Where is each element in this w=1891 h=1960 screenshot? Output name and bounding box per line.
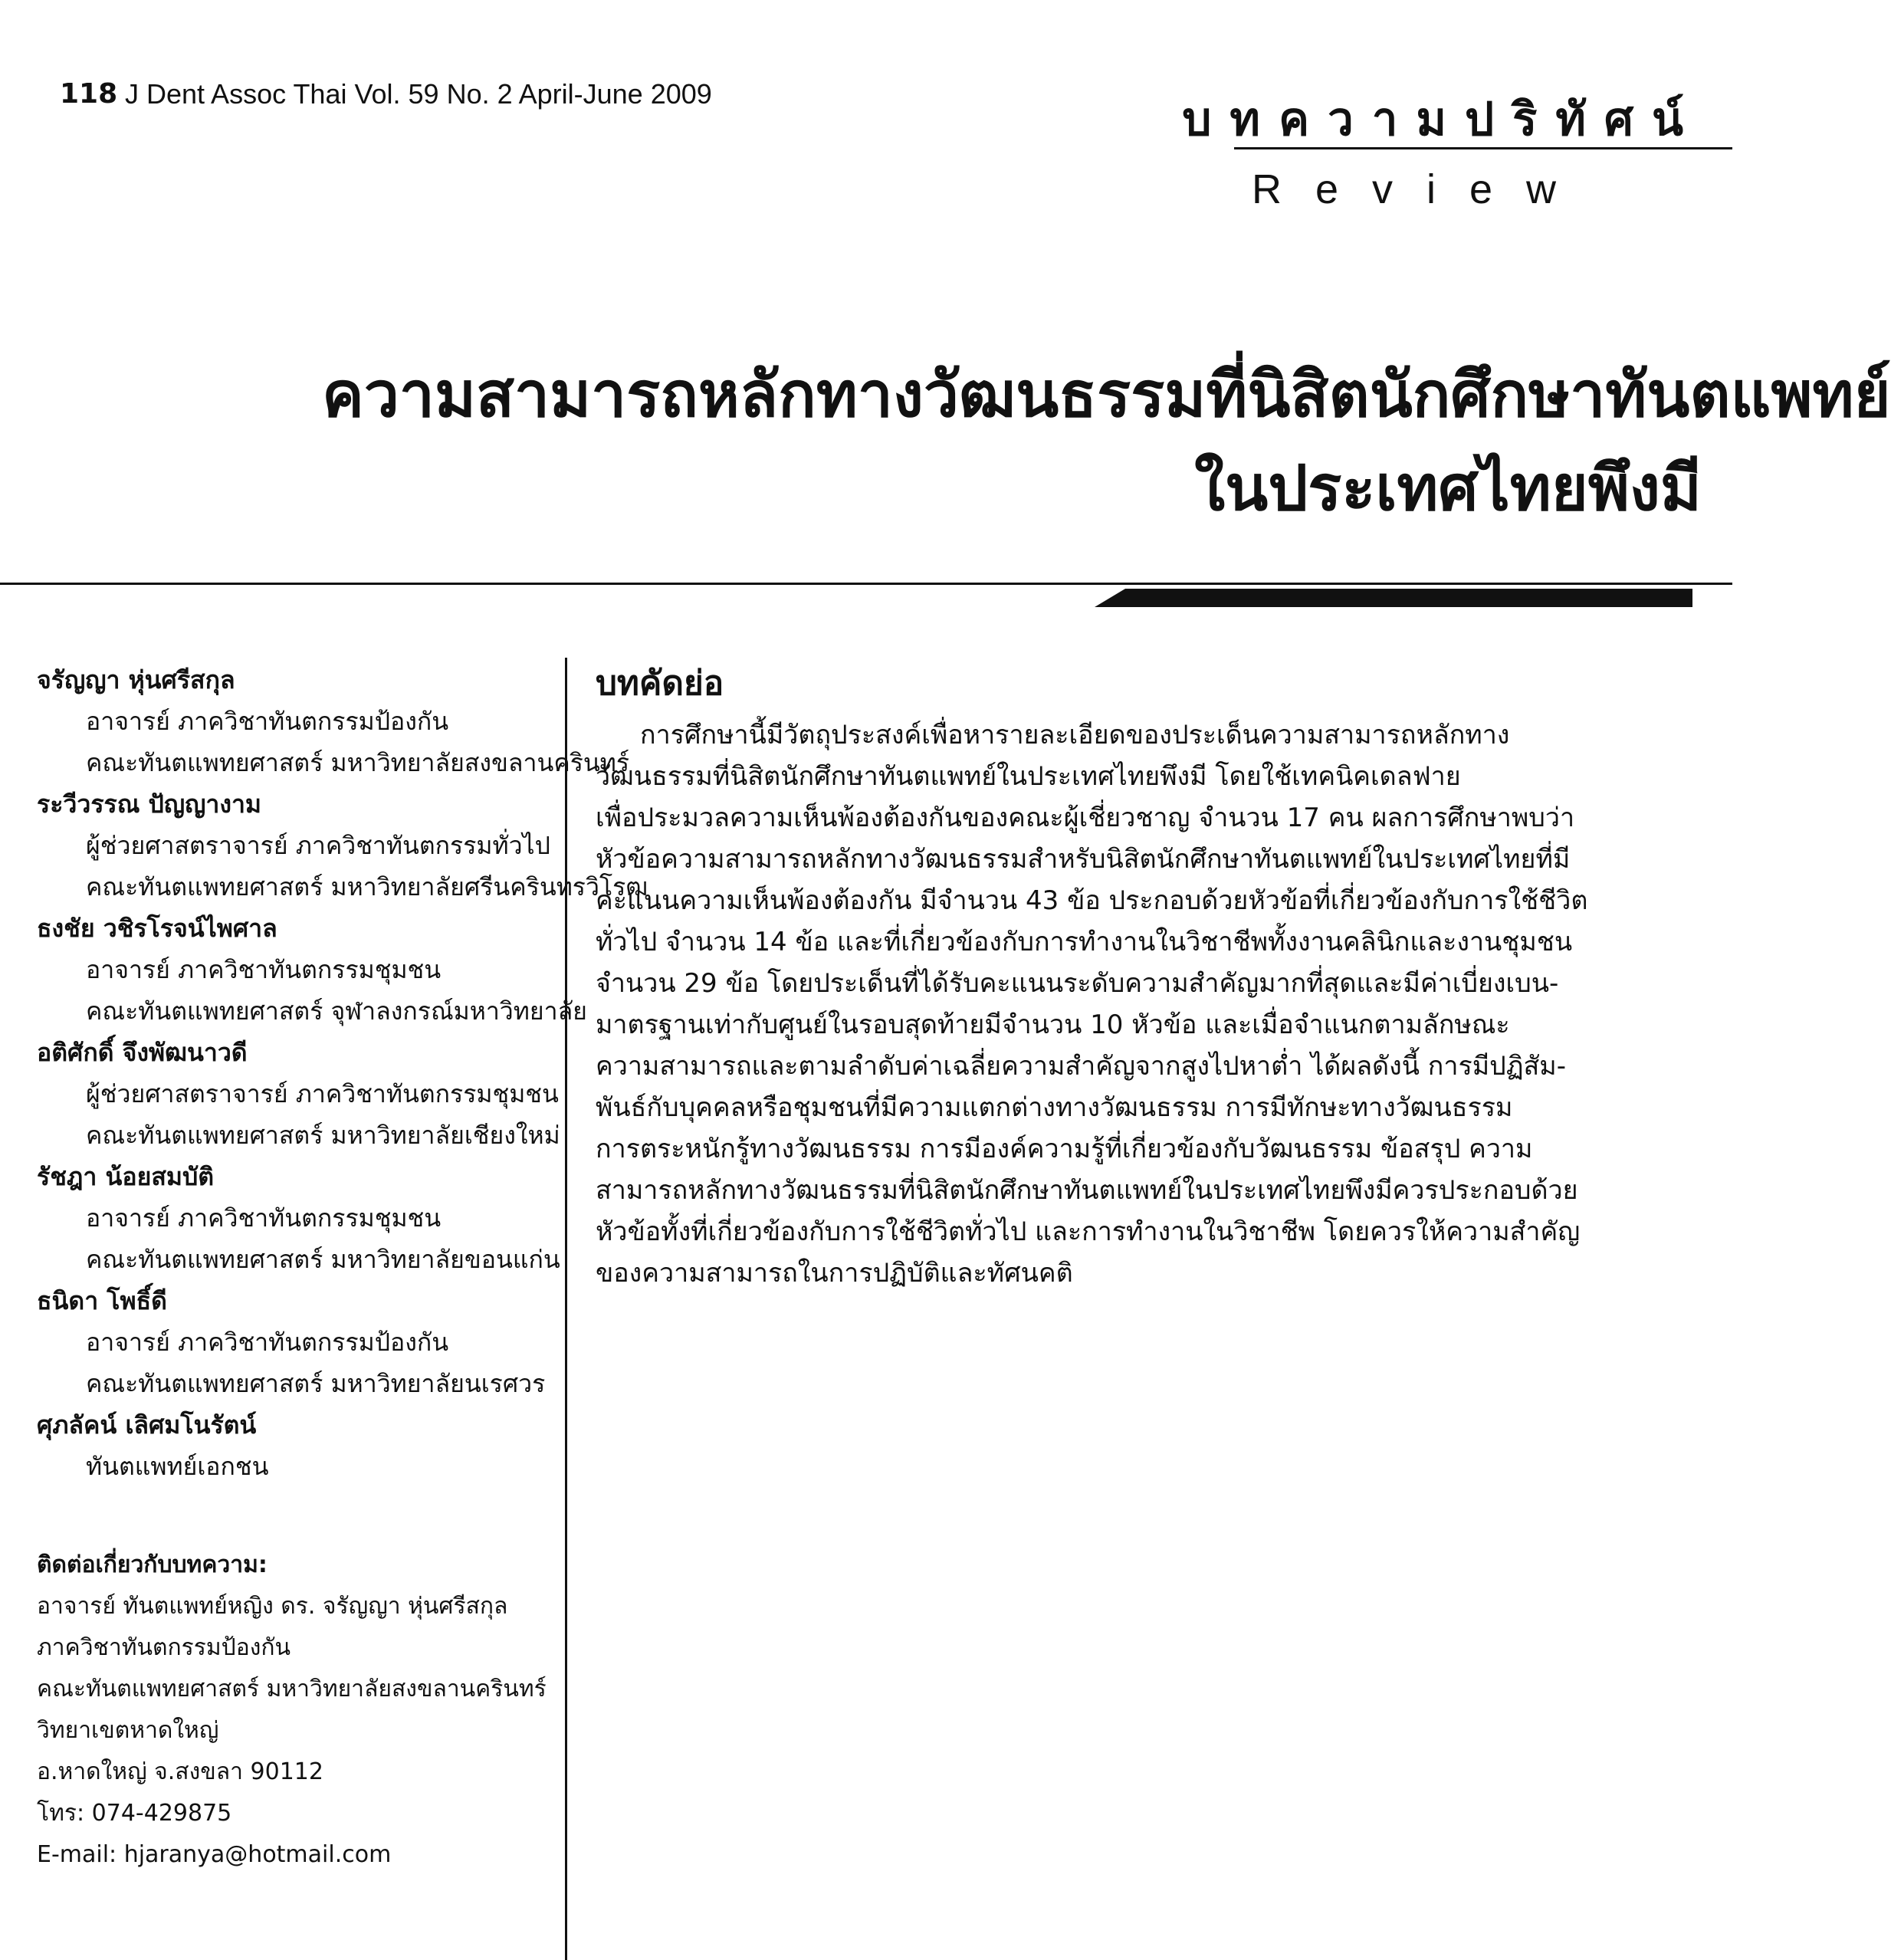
abstract-line: หัวข้อความสามารถหลักทางวัฒนธรรมสำหรับนิสิตนักศึกษาทันตแพทย์ในประเทศไทยที่มี [596,844,1571,875]
author-affiliation: อาจารย์ ภาควิชาทันตกรรมป้องกัน [86,707,449,736]
title-rule [0,583,1732,585]
author-entry [37,783,648,908]
author-name: ระวีวรรณ ปัญญางาม [37,790,262,819]
author-entry [37,1404,566,1487]
article-title [322,349,1891,536]
abstract-line: ความสามารถและตามลำดับค่าเฉลี่ยความสำคัญจากสูงไปหาต่ำ ได้ผลดังนี้ การมีปฏิสัม- [596,1051,1566,1082]
correspondence-line: คณะทันตแพทยศาสตร์ มหาวิทยาลัยสงขลานครินทร์ [37,1676,547,1702]
author-affiliation: คณะทันตแพทยศาสตร์ มหาวิทยาลัยเชียงใหม่ [86,1121,560,1150]
author-affiliation: คณะทันตแพทยศาสตร์ มหาวิทยาลัยขอนแก่น [86,1245,560,1274]
author-entry [37,1280,566,1404]
author-entry [37,659,630,783]
abstract-line: พันธ์กับบุคคลหรือชุมชนที่มีความแตกต่างทางวัฒนธรรม การมีทักษะทางวัฒนธรรม [596,1092,1513,1123]
author-name: ธงชัย วชิรโรจน์ไพศาล [37,914,277,943]
journal-citation: J Dent Assoc Thai Vol. 59 No. 2 April-June 2009 [125,78,712,110]
abstract-section [596,659,1699,1294]
abstract-heading: บทคัดย่อ [596,664,724,703]
author-name: จรัญญา หุ่นศรีสกุล [37,665,235,694]
author-name: รัชฎา น้อยสมบัติ [37,1162,215,1191]
abstract-line: การศึกษานี้มีวัตถุประสงค์เพื่อหารายละเอียดของประเด็นความสามารถหลักทาง [640,720,1510,750]
title-line-2: ในประเทศไทยพึงมี [1194,452,1702,525]
abstract-line: จำนวน 29 ข้อ โดยประเด็นที่ได้รับคะแนนระดับความสำคัญมากที่สุดและมีค่าเบี่ยงเบน- [596,968,1559,999]
author-affiliation: คณะทันตแพทยศาสตร์ มหาวิทยาลัยศรีนครินทรวิโรฒ [86,872,648,901]
abstract-line: มาตรฐานเท่ากับศูนย์ในรอบสุดท้ายมีจำนวน 10 หัวข้อ และเมื่อจำแนกตามลักษณะ [596,1010,1510,1040]
author-entry [37,1032,566,1156]
author-affiliation: คณะทันตแพทยศาสตร์ มหาวิทยาลัยนเรศวร [86,1369,546,1398]
author-affiliation: ผู้ช่วยศาสตราจารย์ ภาควิชาทันตกรรมชุมชน [86,1079,559,1108]
author-list [37,659,648,1487]
abstract-line: วัฒนธรรมที่นิสิตนักศึกษาทันตแพทย์ในประเทศไทยพึงมี โดยใช้เทคนิคเดลฟาย [596,761,1461,792]
title-wedge-bar [1095,589,1692,607]
abstract-line: ของความสามารถในการปฏิบัติและทัศนคติ [596,1258,1073,1289]
author-name: ธนิดา โพธิ์ดี [37,1286,167,1315]
correspondence-line: วิทยาเขตหาดใหญ่ [37,1717,219,1744]
correspondence-phone: โทร: 074-429875 [37,1800,232,1827]
author-affiliation: อาจารย์ ภาควิชาทันตกรรมป้องกัน [86,1328,449,1357]
title-line-1: ความสามารถหลักทางวัฒนธรรมที่นิสิตนักศึกษาทันตแพทย์ [322,359,1891,432]
author-name: ศุภลัคน์ เลิศมโนรัตน์ [37,1410,257,1440]
abstract-line: หัวข้อทั้งที่เกี่ยวข้องกับการใช้ชีวิตทั่วไป และการทำงานในวิชาชีพ โดยควรให้ความสำคัญ [596,1216,1581,1247]
correspondence-block [37,1545,566,1876]
author-affiliation: ทันตแพทย์เอกชน [86,1452,269,1481]
section-label-english: Review [1252,166,1591,212]
author-affiliation: ผู้ช่วยศาสตราจารย์ ภาควิชาทันตกรรมทั่วไป [86,831,550,860]
correspondence-line: อาจารย์ ทันตแพทย์หญิง ดร. จรัญญา หุ่นศรีสกุล [37,1593,508,1620]
correspondence-line: ภาควิชาทันตกรรมป้องกัน [37,1634,291,1661]
abstract-line: สามารถหลักทางวัฒนธรรมที่นิสิตนักศึกษาทันตแพทย์ในประเทศไทยพึงมีควรประกอบด้วย [596,1175,1578,1206]
section-label-thai: บทความปริทัศน์ [1182,93,1702,146]
abstract-line: การตระหนักรู้ทางวัฒนธรรม การมีองค์ความรู้ที่เกี่ยวข้องกับวัฒนธรรม ข้อสรุป ความ [596,1134,1533,1164]
author-entry [37,1156,566,1280]
correspondence-email: E-mail: hjaranya@hotmail.com [37,1841,392,1868]
author-affiliation: อาจารย์ ภาควิชาทันตกรรมชุมชน [86,955,442,984]
author-name: อติศักดิ์ จึงพัฒนาวดี [37,1038,248,1067]
abstract-line: ทั่วไป จำนวน 14 ข้อ และที่เกี่ยวข้องกับการทำงานในวิชาชีพทั้งงานคลินิกและงานชุมชน [596,927,1573,957]
abstract-body [596,714,1699,1294]
page-number: 118 [60,78,118,110]
author-affiliation: คณะทันตแพทยศาสตร์ มหาวิทยาลัยสงขลานครินทร์ [86,748,630,777]
author-affiliation: อาจารย์ ภาควิชาทันตกรรมชุมชน [86,1203,442,1233]
section-rule [1234,147,1732,149]
author-entry [37,908,587,1032]
correspondence-heading: ติดต่อเกี่ยวกับบทความ: [37,1551,268,1578]
abstract-line: คะแนนความเห็นพ้องต้องกัน มีจำนวน 43 ข้อ ประกอบด้วยหัวข้อที่เกี่ยวข้องกับการใช้ชีวิต [596,885,1588,916]
author-affiliation: คณะทันตแพทยศาสตร์ จุฬาลงกรณ์มหาวิทยาลัย [86,996,587,1026]
correspondence-line: อ.หาดใหญ่ จ.สงขลา 90112 [37,1758,323,1785]
abstract-line: เพื่อประมวลความเห็นพ้องต้องกันของคณะผู้เชี่ยวชาญ จำนวน 17 คน ผลการศึกษาพบว่า [596,803,1575,833]
